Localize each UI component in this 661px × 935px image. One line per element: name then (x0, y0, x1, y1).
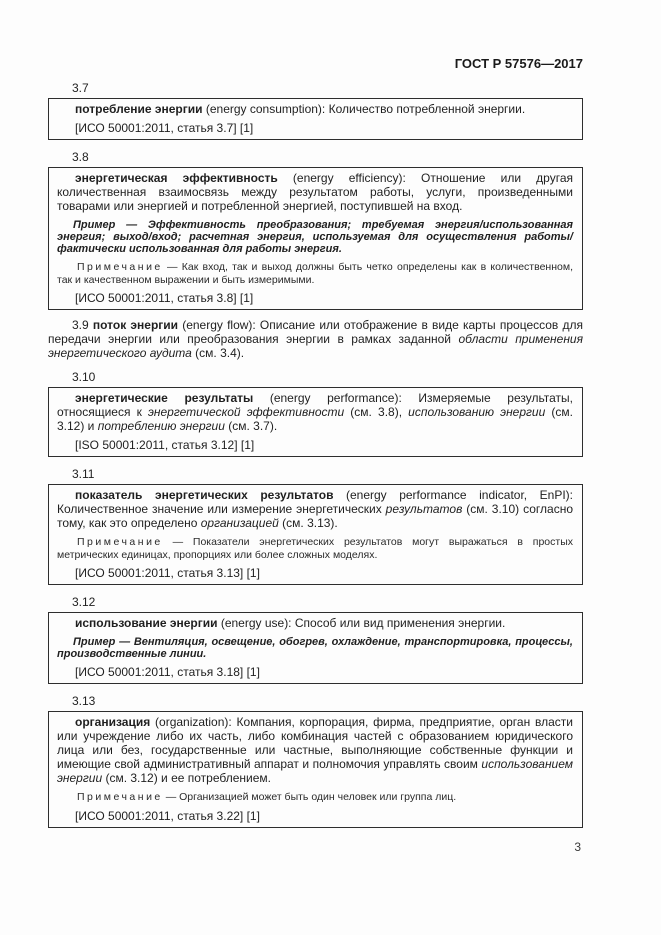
note-label: Примечание (77, 791, 163, 803)
section-number-3-12: 3.12 (72, 595, 96, 609)
definition-text (57, 102, 573, 116)
citation: [ISO 50001:2011, статья 3.12] [1] (75, 438, 255, 452)
page-header (48, 56, 583, 71)
section-number-3-9: 3.9 (72, 318, 89, 332)
paragraph-3-9 (48, 318, 583, 360)
definition-text (57, 616, 573, 630)
definition-text (57, 715, 573, 785)
definition-body: (см. 3.12) и (57, 405, 573, 433)
definition-box-3-8 (48, 167, 583, 310)
section-number-3-7: 3.7 (72, 81, 89, 95)
definition-box-3-10 (48, 387, 583, 457)
italic-reference: области применения энергетического аудита (48, 332, 584, 360)
definition-body: (см. 3.7). (224, 419, 278, 433)
citation: [ИСО 50001:2011, статья 3.22] [1] (75, 808, 260, 823)
section-number-3-8: 3.8 (72, 150, 89, 164)
definition-body: (energy consumption): Количество потребленной энергии. (202, 102, 526, 116)
definition-text (57, 171, 573, 213)
note-label: Примечание (77, 261, 163, 273)
italic-reference: организацией (200, 516, 279, 530)
italic-reference: использованию энергии (408, 405, 546, 419)
term-label: энергетическая эффективность (75, 171, 278, 185)
note-text (57, 536, 573, 561)
definition-box-3-11 (48, 484, 583, 585)
note-body: — Как вход, так и выход должны быть четко определены как в количественном, так и качественном выражении и быть измеримыми. (57, 261, 573, 286)
definition-box-3-12 (48, 612, 583, 684)
definition-body-end: (см. 3.4). (191, 346, 245, 360)
definition-body: (см. 3.13). (278, 516, 338, 530)
definition-body: (см. 3.10) согласно тому, как это определено (57, 502, 573, 530)
definition-body: (energy flow): Описание или отображение в виде карты процессов для передачи энергии или преобразования энергии в рамках заданной (48, 318, 583, 346)
definition-body: (energy performance indicator, EnPI): Количественное значение или измерение энергетических (57, 488, 574, 516)
definition-body: (energy use): Способ или вид применения энергии. (217, 616, 506, 630)
example-text: Пример — Эффективность преобразования; требуемая энергия/использованная энергия; выход/вход; расчетная энергия, используемая для осуществления работы/фактически использованная для работы энергия. (57, 219, 573, 255)
section-number-3-10: 3.10 (72, 370, 96, 384)
citation: [ИСО 50001:2011, статья 3.7] [1] (75, 121, 254, 135)
term-label: поток энергии (92, 318, 179, 332)
italic-reference: энергетической эффективности (147, 405, 345, 419)
term-label: энергетические результаты (75, 391, 254, 405)
note-text (57, 791, 573, 804)
term-label: использование энергии (75, 616, 218, 630)
definition-body: (см. 3.12) и ее потреблением. (102, 771, 271, 785)
italic-reference: использованием энергии (57, 757, 573, 785)
citation: [ИСО 50001:2011, статья 3.13] [1] (75, 566, 260, 580)
note-body: — Организацией может быть один человек или группа лиц. (162, 791, 457, 803)
citation: [ИСО 50001:2011, статья 3.18] [1] (75, 665, 260, 679)
definition-body: (см. 3.8), (344, 405, 409, 419)
note-text (57, 261, 573, 286)
definition-box-3-13 (48, 711, 583, 828)
definition-body: (energy performance): Измеряемые результаты, относящиеся к (57, 391, 573, 419)
definition-body: (organization): Компания, корпорация, фирма, предприятие, орган власти или учреждение либо их часть, либо комбинация частей с образованием юридического лица или без, государственные или частные, выполняющие собственные функции и имеющие свой административный аппарат и полномочия управлять своим (57, 715, 573, 771)
example-text: Пример — Вентиляция, освещение, обогрев, охлаждение, транспортировка, процессы, производственные линии. (57, 636, 573, 660)
italic-reference: потреблению энергии (97, 419, 225, 433)
page-number: 3 (574, 840, 581, 854)
citation: [ИСО 50001:2011, статья 3.8] [1] (75, 291, 254, 305)
definition-body: (energy efficiency): Отношение или другая количественная взаимосвязь между результатом работы, услуги, произведенными товарами или энергией и потребленной энергией, поступившей на вход. (57, 171, 573, 213)
definition-text (57, 488, 573, 530)
term-label: организация (75, 715, 151, 729)
note-label: Примечание (77, 536, 163, 548)
definition-box-3-7 (48, 98, 583, 140)
note-body: — Показатели энергетических результатов могут выражаться в простых метрических единицах, пропорциях или более сложных моделях. (57, 536, 573, 561)
term-label: потребление энергии (75, 102, 203, 116)
term-label: показатель энергетических результатов (75, 488, 334, 502)
italic-reference: результатов (385, 502, 463, 516)
section-number-3-13: 3.13 (72, 694, 96, 708)
definition-text (57, 391, 573, 433)
doc-code: ГОСТ Р 57576—2017 (454, 56, 583, 71)
section-number-3-11: 3.11 (72, 467, 95, 481)
